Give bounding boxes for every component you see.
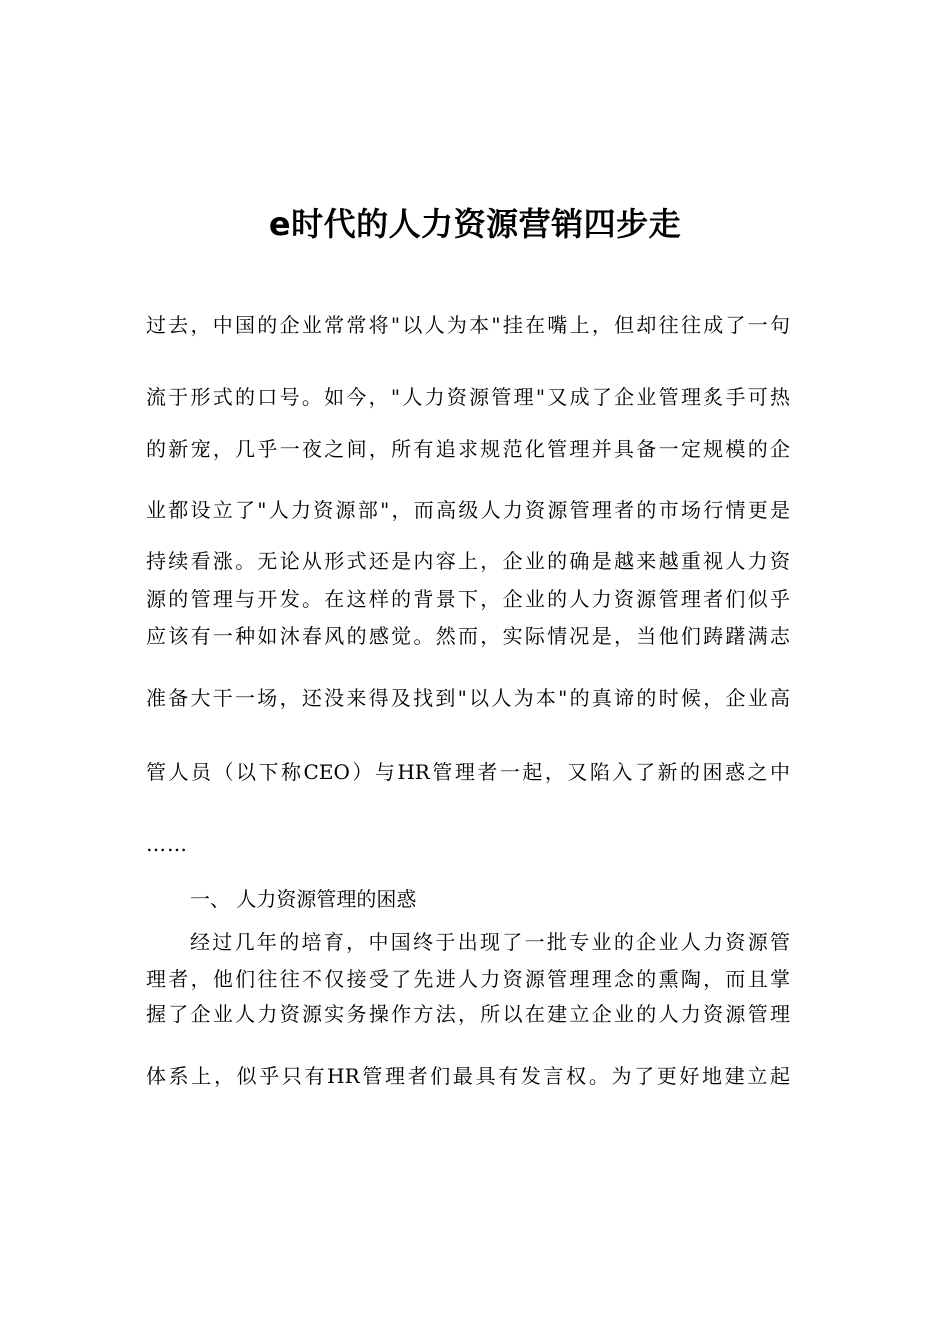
paragraph-line: 经过几年的培育，中国终于出现了一批专业的企业人力资源管 — [190, 930, 790, 954]
section-heading: 一、 人力资源管理的困惑 — [190, 887, 417, 911]
paragraph-line: 过去，中国的企业常常将"以人为本"挂在嘴上，但却往往成了一句 — [146, 313, 790, 337]
paragraph-line: 持续看涨。无论从形式还是内容上，企业的确是越来越重视人力资 — [146, 549, 790, 573]
paragraph-line: 业都设立了"人力资源部"，而高级人力资源管理者的市场行情更是 — [146, 498, 790, 522]
paragraph-line: 应该有一种如沐春风的感觉。然而，实际情况是，当他们踌躇满志 — [146, 624, 790, 648]
paragraph-line: …… — [146, 832, 188, 856]
paragraph-line: 的新宠，几乎一夜之间，所有追求规范化管理并具备一定规模的企 — [146, 437, 790, 461]
paragraph-line: 体系上，似乎只有HR管理者们最具有发言权。为了更好地建立起 — [146, 1064, 790, 1088]
paragraph-line: 准备大干一场，还没来得及找到"以人为本"的真谛的时候，企业高 — [146, 686, 790, 710]
paragraph-line: 源的管理与开发。在这样的背景下，企业的人力资源管理者们似乎 — [146, 587, 790, 611]
document-title: e时代的人力资源营销四步走 — [268, 205, 682, 243]
paragraph-line: 流于形式的口号。如今，"人力资源管理"又成了企业管理炙手可热 — [146, 385, 790, 409]
paragraph-line: 握了企业人力资源实务操作方法，所以在建立企业的人力资源管理 — [146, 1002, 790, 1026]
paragraph-line: 理者，他们往往不仅接受了先进人力资源管理理念的熏陶，而且掌 — [146, 967, 790, 991]
paragraph-line: 管人员（以下称CEO）与HR管理者一起，又陷入了新的困惑之中 — [146, 760, 790, 784]
